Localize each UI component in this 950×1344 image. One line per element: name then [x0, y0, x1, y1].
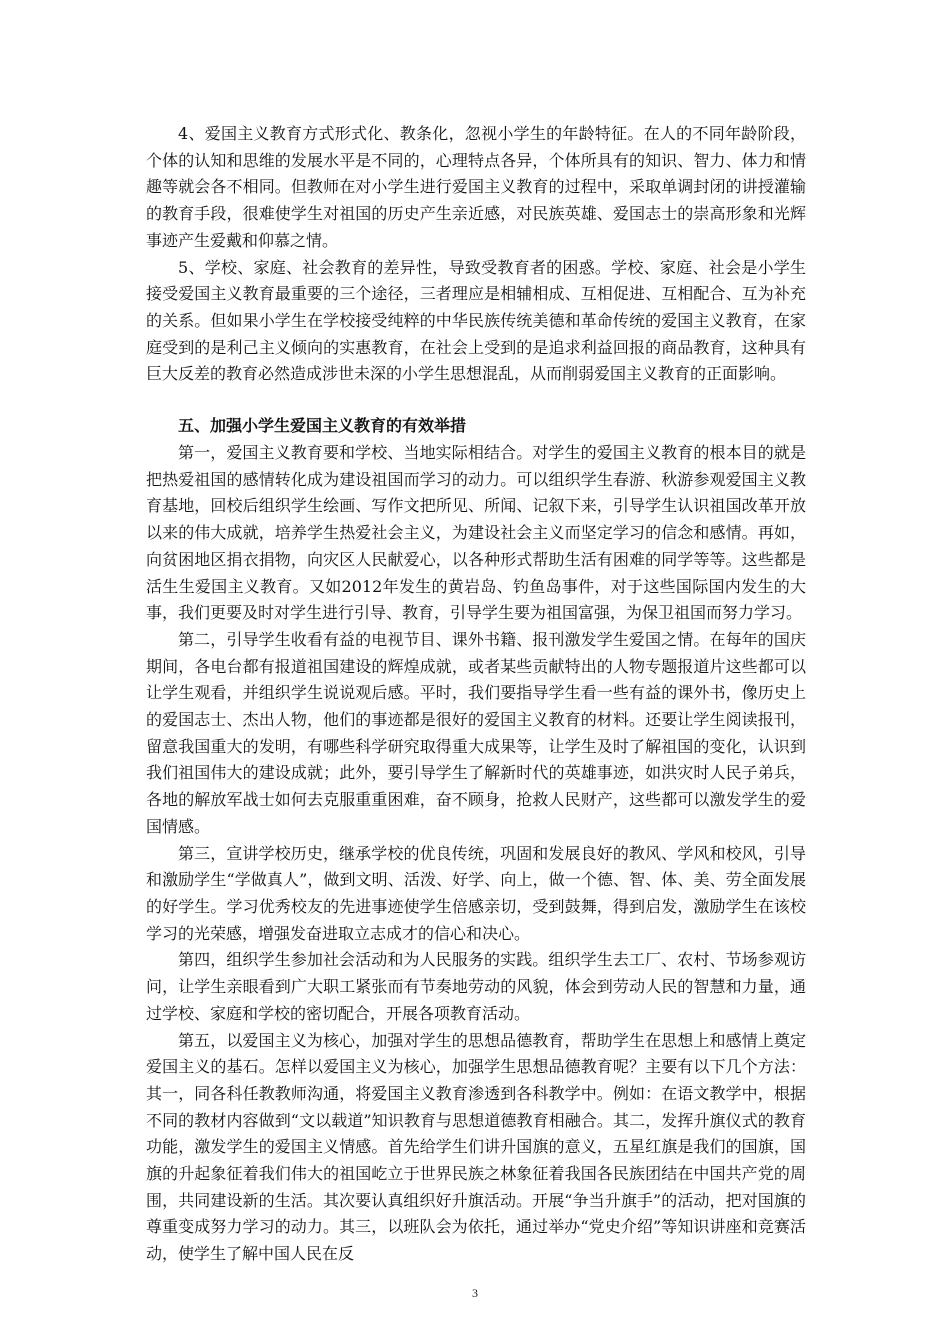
paragraph: 5、学校、家庭、社会教育的差异性，导致受教育者的困惑。学校、家庭、社会是小学生接受爱国主义教育最重要的三个途径，三者理应是相辅相成、互相促进、互相配合、互为补充的关系。但如果小学生在学校接受纯粹的中华民族传统美德和革命传统的爱国主义教育，在家庭受到的是利己主义倾向的实惠教育，在社会上受到的是追求利益回报的商品教育，这种具有巨大反差的教育必然造成涉世未深的小学生思想混乱，从而削弱爱国主义教育的正面影响。 [146, 257, 806, 384]
paragraph: 4、爱国主义教育方式形式化、教条化，忽视小学生的年龄特征。在人的不同年龄阶段，个体的认知和思维的发展水平是不同的，心理特点各异，个体所具有的知识、智力、体力和情趣等就会各不相同。但教师在对小学生进行爱国主义教育的过程中，采取单调封闭的讲授灌输的教育手段，很难使学生对祖国的历史产生亲近感，对民族英雄、爱国志士的崇高形象和光辉事迹产生爱戴和仰慕之情。 [146, 124, 806, 250]
page-number: 3 [472, 1286, 478, 1300]
paragraph: 第二，引导学生收看有益的电视节目、课外书籍、报刊激发学生爱国之情。在每年的国庆期间，各电台都有报道祖国建设的辉煌成就，或者某些贡献特出的人物专题报道片这些都可以让学生观看，并组织学生说说观后感。平时，我们要指导学生看一些有益的课外书，像历史上的爱国志士、杰出人物，他们的事迹都是很好的爱国主义教育的材料。还要让学生阅读报刊，留意我国重大的发明，有哪些科学研究取得重大成果等，让学生及时了解祖国的变化，认识到我们祖国伟大的建设成就；此外，要引导学生了解新时代的英雄事迹，如洪灾时人民子弟兵，各地的解放军战士如何去克服重重困难，奋不顾身，抢救人民财产，这些都可以激发学生的爱国情感。 [146, 629, 806, 836]
document-body [146, 121, 806, 1268]
paragraph: 第一，爱国主义教育要和学校、当地实际相结合。对学生的爱国主义教育的根本目的就是把热爱祖国的感情转化成为建设祖国而学习的动力。可以组织学生春游、秋游参观爱国主义教育基地，回校后组织学生绘画、写作文把所见、所闻、记叙下来，引导学生认识祖国改革开放以来的伟大成就，培养学生热爱社会主义，为建设社会主义而坚定学习的信念和感情。再如，向贫困地区捐衣捐物，向灾区人民献爱心，以各种形式帮助生活有困难的同学等等。这些都是活生生爱国主义教育。又如2012年发生的黄岩岛、钓鱼岛事件，对于这些国际国内发生的大事，我们更要及时对学生进行引导、教育，引导学生要为祖国富强，为保卫祖国而努力学习。 [146, 443, 806, 623]
section-heading: 五、加强小学生爱国主义教育的有效举措 [178, 416, 467, 436]
paragraph: 第三，宣讲学校历史，继承学校的优良传统，巩固和发展良好的教风、学风和校风，引导和激励学生“学做真人”，做到文明、活泼、好学、向上，做一个德、智、体、美、劳全面发展的好学生。学习优秀校友的先进事迹使学生倍感亲切，受到鼓舞，得到启发，激励学生在该校学习的光荣感，增强发奋进取立志成才的信心和决心。 [146, 843, 806, 943]
paragraph: 第五，以爱国主义为核心，加强对学生的思想品德教育，帮助学生在思想上和感情上奠定爱国主义的基石。怎样以爱国主义为核心，加强学生思想品德教育呢？主要有以下几个方法：其一，同各科任教教师沟通，将爱国主义教育渗透到各科教学中。例如：在语文教学中，根据不同的教材内容做到“文以载道”知识教育与思想道德教育相融合。其二，发挥升旗仪式的教育功能，激发学生的爱国主义情感。首先给学生们讲升国旗的意义，五星红旗是我们的国旗，国旗的升起象征着我们伟大的祖国屹立于世界民族之林象征着我国各民族团结在中国共产党的周围，共同建设新的生活。其次要认真组织好升旗活动。开展“争当升旗手”的活动，把对国旗的尊重变成努力学习的动力。其三，以班队会为依托，通过举办“党史介绍”等知识讲座和竞赛活动，使学生了解中国人民在反 [146, 1030, 806, 1264]
paragraph: 第四，组织学生参加社会活动和为人民服务的实践。组织学生去工厂、农村、节场参观访问，让学生亲眼看到广大职工紧张而有节奏地劳动的风貌，体会到劳动人民的智慧和力量，通过学校、家庭和学校的密切配合，开展各项教育活动。 [146, 950, 806, 1023]
